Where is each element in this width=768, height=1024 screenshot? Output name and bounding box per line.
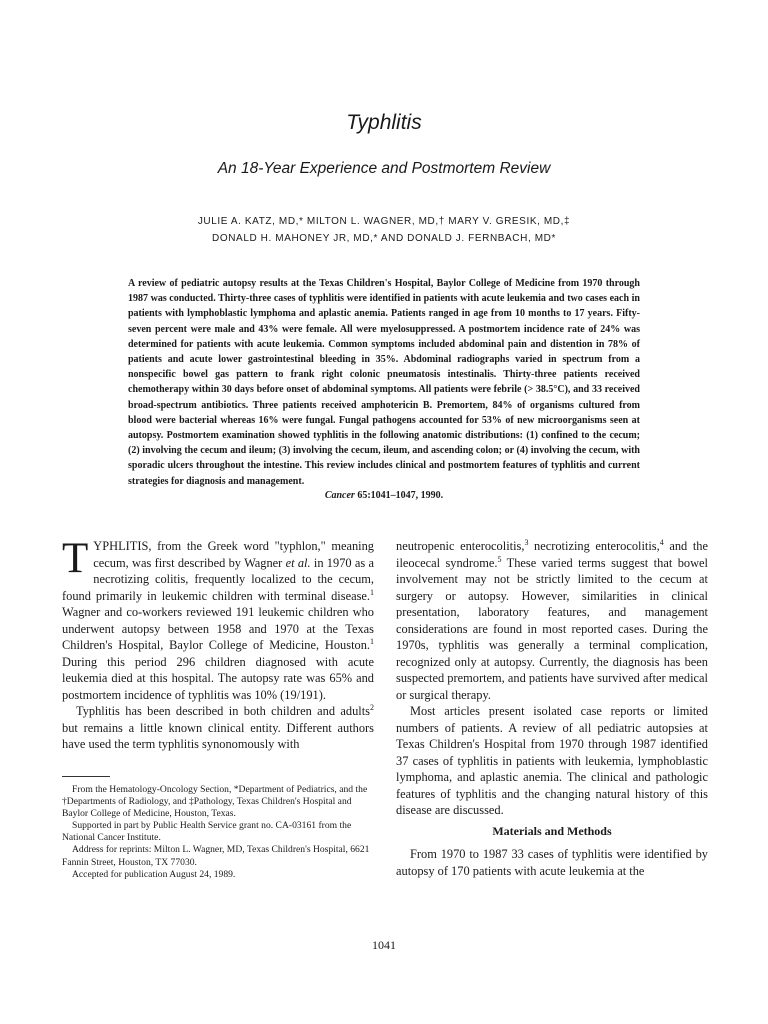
citation-ref: 1 bbox=[370, 587, 374, 597]
footnote: From the Hematology-Oncology Section, *Department of Pediatrics, and the †Departments of Radiology, and ‡Pathology, Texas Children's Hospital and Baylor College of Medicine, Houston, Texas. bbox=[62, 784, 368, 820]
left-column bbox=[62, 535, 375, 753]
text-run: necrotizing enterocolitis, bbox=[528, 539, 660, 553]
text-run: et al. bbox=[285, 555, 311, 570]
body-paragraph: Most articles present isolated case reports or limited numbers of patients. A review of all pediatric autopsies at Texas Children's Hospital from 1970 through 1987 identified 37 cases of typhlitis in patients with leukemia, lymphoblastic lymphoma, and aplastic anemia. The clinical and pathologic features of typhlitis and the changing natural history of this disease are discussed. bbox=[396, 704, 708, 817]
text-run: and the ileocecal syndrome. bbox=[396, 539, 708, 570]
citation-details: 65:1041–1047, 1990. bbox=[354, 490, 444, 501]
text-run: These varied terms suggest that bowel involvement may not be strictly limited to the cecum at surgery or autopsy. However, similarities in clinical presentation, laboratory features, and management considerations are found in most reported cases. During the 1970s, typhlitis was generally a terminal complication, recognized only at autopsy. Currently, the diagnosis has been suspected premortem, and patients have survived after medical or surgical therapy. bbox=[396, 555, 708, 702]
body-paragraph bbox=[62, 535, 375, 703]
text-run: in 1970 as a necrotizing colitis, frequently localized to the cecum, found primarily in leukemic children with terminal disease. bbox=[62, 555, 375, 603]
citation-ref: 5 bbox=[497, 554, 502, 564]
footnote: Accepted for publication August 24, 1989. bbox=[72, 868, 236, 880]
text-run: neutropenic enterocolitis, bbox=[396, 539, 525, 553]
article-subtitle: An 18-Year Experience and Postmortem Review bbox=[217, 160, 551, 177]
article-title: Typhlitis bbox=[346, 111, 422, 134]
drop-cap: T bbox=[62, 535, 89, 582]
text-run: Typhlitis has been described in both children and adults bbox=[76, 704, 370, 718]
footnotes bbox=[62, 784, 374, 881]
footnote: Supported in part by Public Health Service grant no. CA-03161 from the National Cancer Institute. bbox=[62, 820, 352, 844]
right-column bbox=[396, 538, 708, 819]
footnote: Address for reprints: Milton L. Wagner, MD, Texas Children's Hospital, 6621 Fannin Street, Houston, TX 77030. bbox=[62, 844, 370, 868]
text-run: , from the Greek word "typhlon," meaning cecum, was first described by Wagner bbox=[93, 539, 374, 570]
author-line: DONALD H. MAHONEY JR, MD,* AND DONALD J. FERNBACH, MD* bbox=[212, 233, 556, 244]
citation-ref: 4 bbox=[659, 537, 664, 547]
text-run: During this period 296 children diagnosed with acute leukemia died at this hospital. The autopsy rate was 65% and postmortem incidence of typhlitis was 10% (19/191). bbox=[62, 654, 374, 702]
citation-ref: 1 bbox=[370, 636, 374, 646]
section-heading: Materials and Methods bbox=[492, 824, 612, 838]
body-paragraph bbox=[62, 703, 374, 753]
journal-name: Cancer bbox=[324, 490, 355, 501]
right-column-continued bbox=[396, 846, 708, 879]
author-line: JULIE A. KATZ, MD,* MILTON L. WAGNER, MD,† MARY V. GRESIK, MD,‡ bbox=[197, 216, 571, 227]
page-number: 1041 bbox=[372, 938, 396, 952]
lead-word: YPHLITIS bbox=[93, 539, 149, 553]
abstract: A review of pediatric autopsy results at the Texas Children's Hospital, Baylor College of Medicine from 1970 through 1987 was conducted. Thirty-three cases of typhlitis were identified in patients with acute leukemia and two cases each in patients with lymphoblastic lymphoma and aplastic anemia. Patients ranged in age from 10 months to 17 years. Fifty-seven percent were male and 43% were female. All were myelosuppressed. A postmortem incidence rate of 24% was determined for patients with acute leukemia. Common symptoms included abdominal pain and distention in 78% of patients and acute lower gastrointestinal bleeding in 35%. Abdominal radiographs varied in spectrum from a nonspecific bowel gas pattern to frank right colonic pneumatosis intestinalis. Thirty-three patients received chemotherapy within 30 days before onset of abdominal symptoms. All patients were febrile (> 38.5°C), and 33 received broad-spectrum antibiotics. Three patients received amphotericin B. Premortem, 84% of organisms cultured from blood were bacterial whereas 16% were fungal. Fungal pathogens accounted for 53% of new microorganisms seen at autopsy. Postmortem examination showed typhlitis in the following anatomic distributions: (1) confined to the cecum; (2) involving the cecum and ileum; (3) involving the cecum, ileum, and ascending colon; or (4) involving the cecum, with sporadic ulcers throughout the intestine. This review includes clinical and postmortem features of typhlitis and current strategies for diagnosis and management. bbox=[128, 278, 640, 487]
footnote-divider bbox=[62, 776, 110, 777]
body-paragraph bbox=[396, 538, 708, 703]
journal-citation bbox=[128, 490, 640, 501]
text-run: but remains a little known clinical entity. Different authors have used the term typhlitis synonomously with bbox=[62, 720, 374, 751]
body-paragraph: From 1970 to 1987 33 cases of typhlitis were identified by autopsy of 170 patients with acute leukemia at the bbox=[396, 847, 708, 878]
citation-ref: 3 bbox=[524, 537, 529, 547]
text-run: Wagner and co-workers reviewed 191 leukemic children who underwent autopsy between 1958 and 1970 at the Texas Children's Hospital, Baylor College of Medicine, Houston. bbox=[62, 605, 374, 652]
citation-ref: 2 bbox=[370, 702, 374, 712]
author-list bbox=[0, 213, 768, 247]
